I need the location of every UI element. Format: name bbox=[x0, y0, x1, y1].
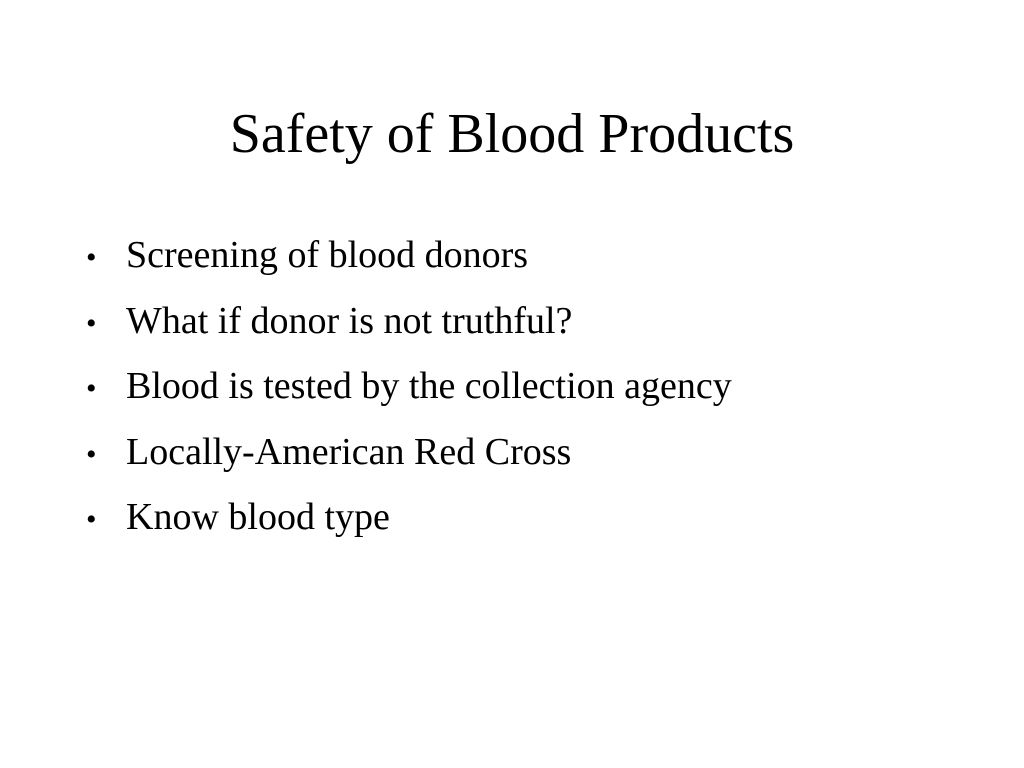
bullet-marker: • bbox=[86, 437, 97, 471]
bullet-item bbox=[86, 298, 986, 344]
bullet-text: Screening of blood donors bbox=[126, 234, 529, 276]
bullet-marker: • bbox=[86, 306, 97, 340]
bullet-marker: • bbox=[86, 241, 97, 274]
bullet-text: Know blood type bbox=[126, 496, 390, 538]
bullet-text: Blood is tested by the collection agency bbox=[126, 365, 732, 407]
bullet-item bbox=[86, 429, 986, 475]
bullet-list bbox=[86, 232, 986, 560]
bullet-marker: • bbox=[86, 503, 97, 536]
bullet-item bbox=[86, 494, 986, 540]
bullet-text: Locally-American Red Cross bbox=[126, 430, 572, 473]
bullet-item bbox=[86, 232, 986, 278]
bullet-item bbox=[86, 363, 986, 409]
bullet-text: What if donor is not truthful? bbox=[126, 299, 573, 342]
slide-title: Safety of Blood Products bbox=[229, 103, 795, 165]
bullet-marker: • bbox=[86, 372, 97, 405]
